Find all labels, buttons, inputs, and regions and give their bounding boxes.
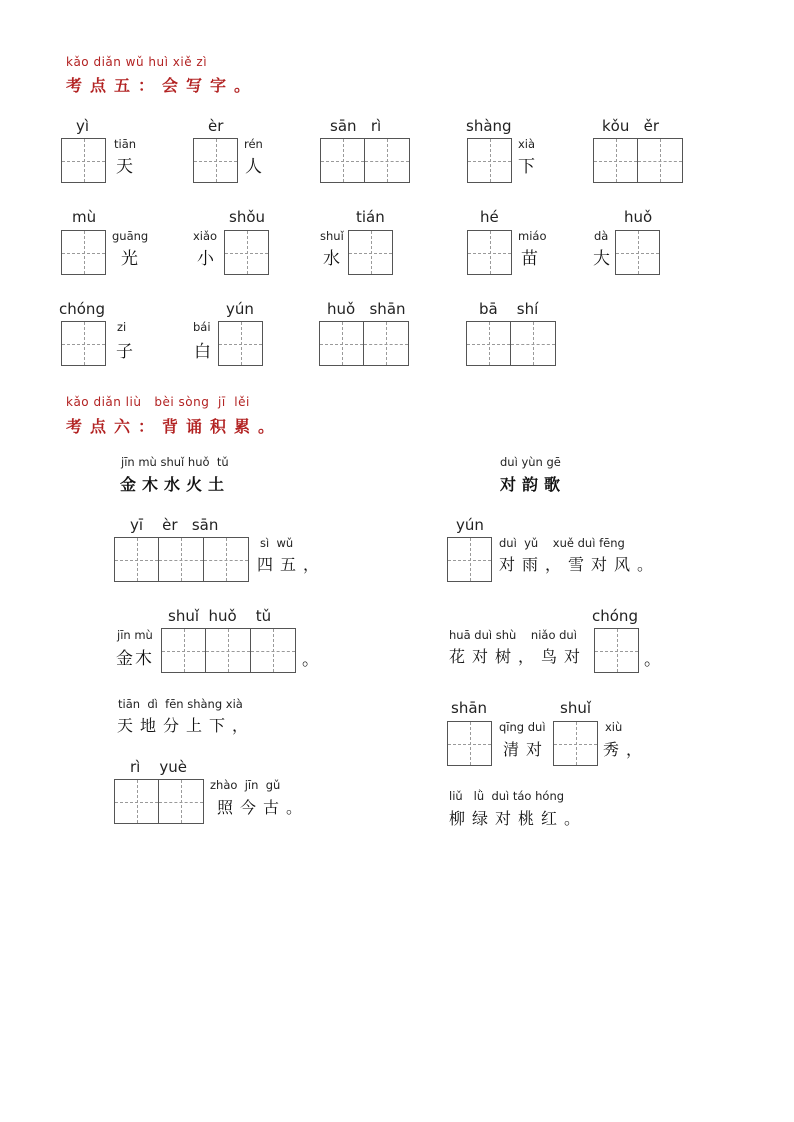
pinyin-label: shān — [451, 699, 488, 717]
section6-pinyin: kǎo diǎn liù bèi sòng jī lěi — [66, 395, 250, 409]
pinyin-label: hé — [480, 208, 499, 226]
writing-grid[interactable] — [593, 138, 683, 183]
writing-grid[interactable] — [447, 537, 492, 582]
hint-pinyin: xià — [518, 137, 536, 151]
writing-grid[interactable] — [447, 721, 492, 766]
writing-grid[interactable] — [61, 138, 106, 183]
section6-title: 考点六：背诵积累。 — [66, 417, 283, 436]
poem-line-text: 柳绿对桃红。 — [449, 809, 588, 828]
pinyin-label: chóng — [59, 300, 105, 318]
hint-character: 小 — [197, 249, 214, 269]
section5-title: 考点五：会写字。 — [66, 76, 259, 95]
poem-line-text: 花对树，鸟对 — [449, 647, 588, 666]
pinyin-label: chóng — [592, 607, 638, 625]
poem-line-pinyin: liǔ lǜ duì táo hóng — [449, 789, 565, 803]
writing-grid[interactable] — [467, 230, 512, 275]
writing-grid[interactable] — [553, 721, 598, 766]
pinyin-label: sān rì — [330, 117, 382, 135]
pinyin-label: yún — [226, 300, 254, 318]
pinyin-label: shǒu — [229, 208, 266, 226]
poem-title: 对韵歌 — [500, 475, 567, 494]
pinyin-label: shuǐ — [560, 699, 591, 717]
poem-line-text: 照今古。 — [217, 798, 310, 817]
hint-character: 子 — [116, 342, 133, 362]
pinyin-label: èr — [208, 117, 224, 135]
hint-character: 光 — [121, 249, 138, 269]
pinyin-label: huǒ shān — [327, 300, 406, 318]
hint-pinyin: xiù — [605, 720, 623, 734]
hint-pinyin: huā duì shù niǎo duì — [449, 628, 577, 642]
hint-pinyin: shuǐ — [320, 229, 344, 243]
hint-pinyin: miáo — [518, 229, 547, 243]
poem-line-pinyin: tiān dì fēn shàng xià — [118, 697, 243, 711]
poem-line-text: 四五， — [257, 555, 327, 574]
hint-character: 白 — [194, 342, 211, 362]
writing-grid[interactable] — [224, 230, 269, 275]
hint-pinyin: zhào jīn gǔ — [210, 778, 281, 792]
hint-pinyin: sì wǔ — [260, 536, 294, 550]
writing-grid[interactable] — [466, 321, 556, 366]
section5-pinyin: kǎo diǎn wǔ huì xiě zì — [66, 55, 208, 69]
hint-character: 水 — [323, 249, 340, 269]
pinyin-label: kǒu ěr — [602, 117, 660, 135]
hint-pinyin: rén — [244, 137, 263, 151]
writing-grid[interactable] — [114, 537, 249, 582]
hint-character: 天 — [116, 157, 133, 177]
hint-pinyin: xiǎo — [193, 229, 218, 243]
pinyin-label: rì yuè — [130, 758, 188, 776]
hint-character: 人 — [245, 157, 262, 177]
punctuation: 。 — [644, 650, 661, 670]
writing-grid[interactable] — [218, 321, 263, 366]
writing-grid[interactable] — [193, 138, 238, 183]
pinyin-label: mù — [72, 208, 97, 226]
writing-grid[interactable] — [114, 779, 204, 824]
writing-grid[interactable] — [61, 321, 106, 366]
hint-pinyin: guāng — [112, 229, 149, 243]
poem-title-pinyin: jīn mù shuǐ huǒ tǔ — [121, 455, 229, 469]
pinyin-label: huǒ — [624, 208, 653, 226]
writing-grid[interactable] — [467, 138, 512, 183]
writing-grid[interactable] — [348, 230, 393, 275]
pinyin-label: shuǐ huǒ tǔ — [168, 607, 272, 625]
poem-line-text: 金木 — [116, 649, 154, 669]
pinyin-label: tián — [356, 208, 385, 226]
hint-pinyin: bái — [193, 320, 211, 334]
writing-grid[interactable] — [61, 230, 106, 275]
hint-pinyin: zi — [117, 320, 127, 334]
pinyin-label: yì — [76, 117, 90, 135]
poem-line-text: 天地分上下， — [117, 716, 256, 735]
poem-title-pinyin: duì yùn gē — [500, 455, 561, 469]
hint-pinyin: dà — [594, 229, 609, 243]
writing-grid[interactable] — [615, 230, 660, 275]
writing-grid[interactable] — [319, 321, 409, 366]
pinyin-label: yún — [456, 516, 484, 534]
hint-pinyin: jīn mù — [117, 628, 153, 642]
pinyin-label: bā shí — [479, 300, 539, 318]
poem-line-text: 对雨，雪对风。 — [499, 555, 661, 574]
hint-character: 苗 — [521, 249, 538, 269]
punctuation: 。 — [302, 650, 319, 670]
hint-character: 大 — [593, 249, 610, 269]
writing-grid[interactable] — [320, 138, 410, 183]
pinyin-label: shàng — [466, 117, 512, 135]
hint-pinyin: tiān — [114, 137, 137, 151]
writing-grid[interactable] — [161, 628, 296, 673]
writing-grid[interactable] — [594, 628, 639, 673]
hint-pinyin: duì yǔ xuě duì fēng — [499, 536, 625, 550]
poem-title: 金木水火土 — [120, 475, 231, 494]
poem-line-text: 秀， — [603, 740, 650, 759]
hint-character: 下 — [518, 157, 535, 177]
hint-pinyin: qīng duì — [499, 720, 546, 734]
pinyin-label: yī èr sān — [130, 516, 219, 534]
poem-line-text: 清对 — [503, 740, 550, 759]
